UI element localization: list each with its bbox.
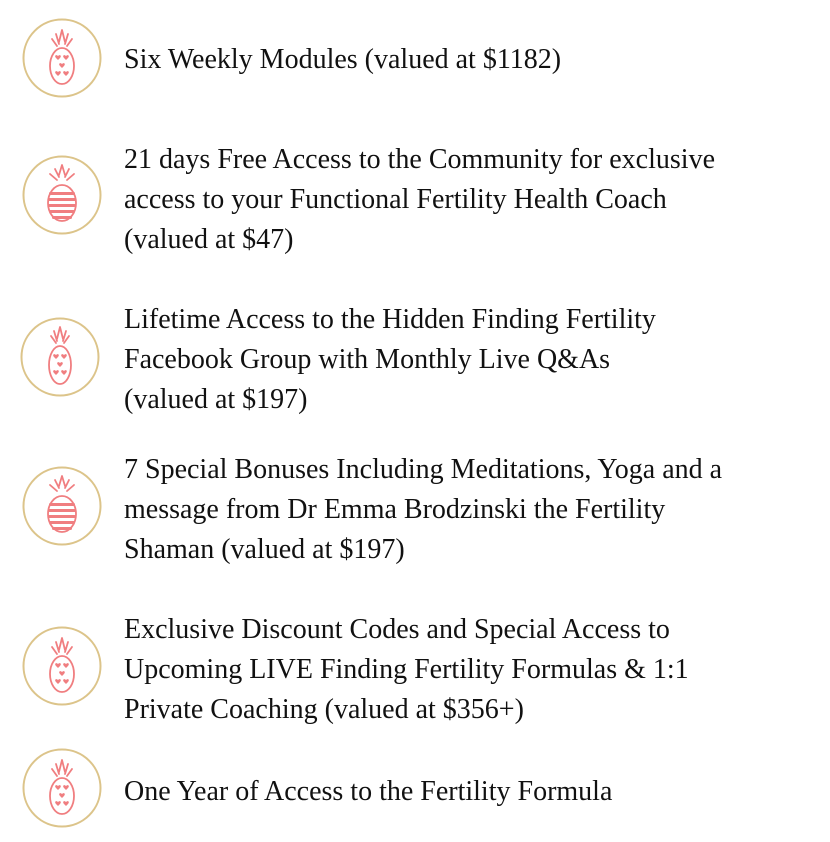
pineapple-hearts-icon (20, 317, 100, 397)
pineapple-stripes-icon (22, 155, 102, 235)
feature-item (0, 290, 830, 430)
feature-text: One Year of Access to the Fertility Formula (124, 776, 613, 807)
feature-text: 7 Special Bonuses Including Meditations, Yoga and a message from Dr Emma Brodzinski the Fertility Shaman (valued at $197) (124, 454, 723, 565)
pineapple-hearts-icon (22, 626, 102, 706)
pineapple-hearts-icon (22, 18, 102, 98)
feature-text: Exclusive Discount Codes and Special Access to Upcoming LIVE Finding Fertility Formulas & 1:1 Private Coaching (valued at $356+) (124, 614, 689, 725)
feature-item (0, 130, 830, 270)
feature-text: 21 days Free Access to the Community for exclusive access to your Functional Fertility Health Coach (valued at $47) (124, 144, 715, 255)
feature-item (0, 0, 830, 110)
pineapple-stripes-icon (22, 466, 102, 546)
feature-item (0, 600, 830, 740)
feature-item (0, 440, 830, 580)
feature-item (0, 740, 830, 842)
feature-text: Lifetime Access to the Hidden Finding Fertility Facebook Group with Monthly Live Q&As (valued at $197) (124, 304, 656, 415)
feature-text: Six Weekly Modules (valued at $1182) (124, 44, 562, 75)
pineapple-hearts-icon (22, 748, 102, 828)
